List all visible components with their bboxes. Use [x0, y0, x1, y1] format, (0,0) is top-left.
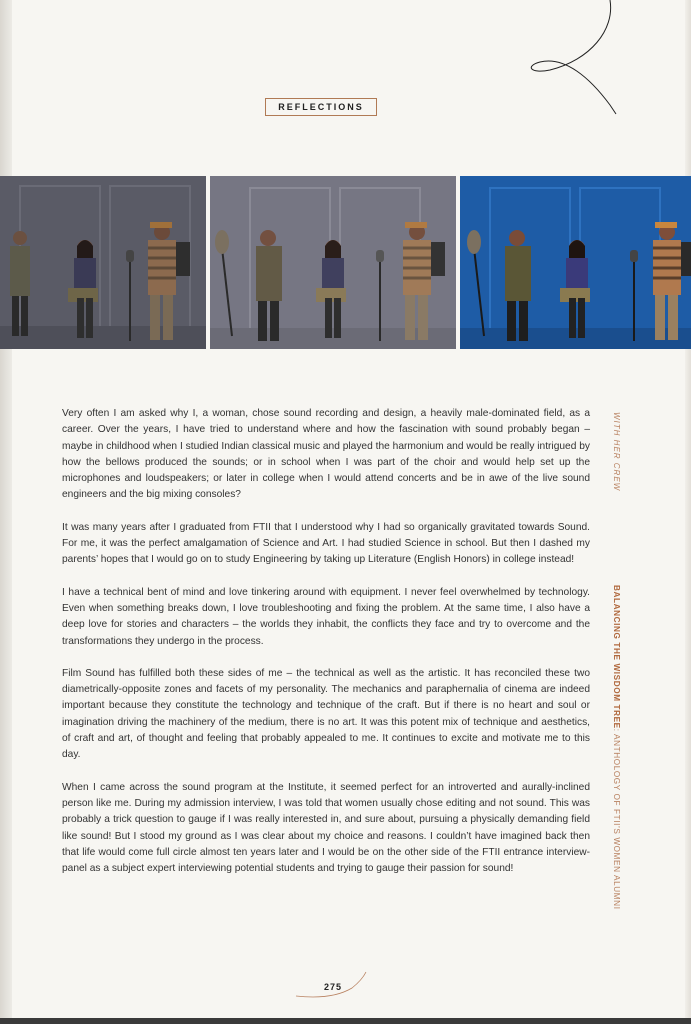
article-body — [62, 406, 590, 893]
book-title — [612, 585, 621, 910]
page-number: 275 — [323, 982, 343, 992]
body-paragraph: I have a technical bent of mind and love tinkering around with equipment. I never feel overwhelmed by technology. Even when something breaks down, I love troubleshooting and fixing the problem. At the same time, I also have a deep love for stories and characters – the worlds they inhabit, the conflicts they face and try to overcome and the transformations they undergo in the process. — [62, 586, 590, 647]
chapter-title: WITH HER CREW — [612, 412, 621, 492]
photo-strip — [0, 176, 691, 349]
body-paragraph: When I came across the sound program at the Institute, it seemed perfect for an introverted and aurally-inclined person like me. During my admission interview, I was told that women usually chose editing and not sound. This was probably a trick question to gauge if I was really interested in, and sure about, pursuing a physically demanding field like sound! But I stood my ground as I was clear about my choice and reasons. I couldn’t have imagined back then that life would come full circle almost ten years later and I would be on the other side of the FTII entrance interview-panel as a subject expert interviewing potential students and trying to gauge their passion for sound! — [62, 781, 590, 875]
crew-photo-faded — [210, 176, 456, 349]
book-title-rest: : ANTHOLOGY OF FTII’S WOMEN ALUMNI — [612, 728, 621, 910]
decorative-swirl — [520, 0, 680, 120]
body-paragraph: Film Sound has fulfilled both these sides of me – the technical as well as the artistic. It has reconciled these two diametrically-opposite zones and facets of my personality. The mechanics and paraphernalia of cinema are indeed important because they constitute the technology and technique of the craft. But if there is no heart and soul or imagination driving the machinery of the medium, there is no art. It was this potent mix of technique and aesthetics, of craft and art, of thought and feeling that probably appealed to me. It continues to excite and motivate me to this day. — [62, 667, 590, 761]
body-paragraph: It was many years after I graduated from FTII that I understood why I had so organically gravitated towards Sound. For me, it was the perfect amalgamation of Science and Art. I had studied Science in school. But then I dashed my parents’ hopes that I would go on to study Engineering by taking up Literature (English Honors) in college instead! — [62, 521, 590, 566]
book-title-bold: BALANCING THE WISDOM TREE — [612, 585, 621, 729]
section-label: REFLECTIONS — [265, 98, 377, 116]
book-running-head — [610, 585, 626, 915]
crew-photo-saturated — [460, 176, 691, 349]
crew-photo-muted — [0, 176, 206, 349]
page-edge — [685, 0, 691, 1024]
chapter-running-head — [610, 412, 626, 522]
body-paragraph: Very often I am asked why I, a woman, chose sound recording and design, a heavily male-dominated field, as a career. Over the years, I have tried to understand where and how the fascination with sound probably began – maybe in childhood when I studied Indian classical music and played the harmonium and would be really intrigued by how the bellows produced the sounds; or in school when I was part of the choir and would help set up the microphones and loudspeakers; or later in college when I would attend concerts and be in awe of the live sound engineers and the big mixing consoles? — [62, 408, 590, 501]
page-gutter-shadow — [0, 0, 12, 1024]
page-bottom-edge — [0, 1018, 691, 1024]
